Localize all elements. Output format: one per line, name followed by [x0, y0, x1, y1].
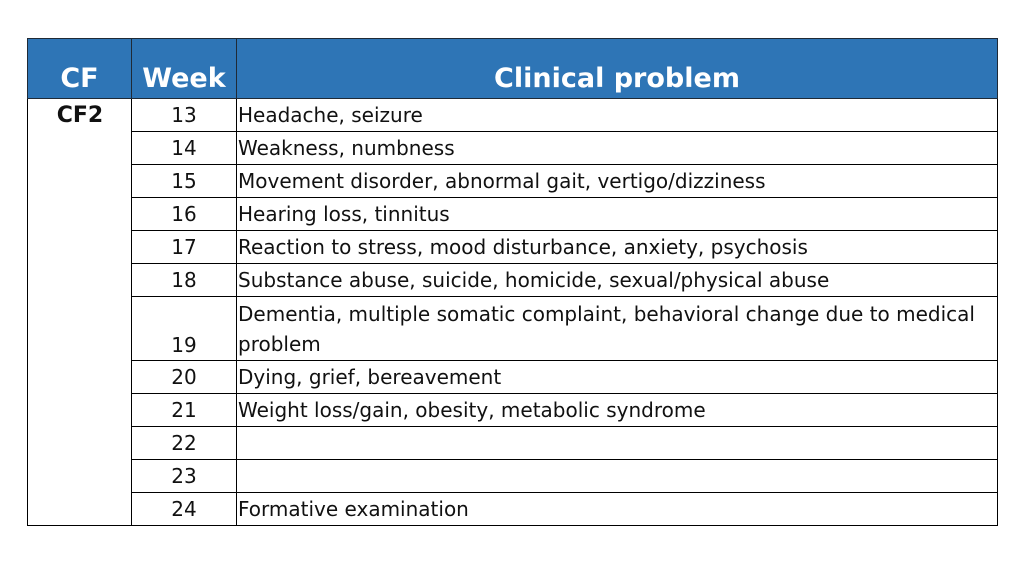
week-cell: 22 [132, 427, 237, 460]
week-cell: 23 [132, 460, 237, 493]
problem-cell: Reaction to stress, mood disturbance, anxiety, psychosis [237, 231, 998, 264]
problem-cell: Substance abuse, suicide, homicide, sexual/physical abuse [237, 264, 998, 297]
header-week: Week [132, 39, 237, 99]
problem-cell: Weight loss/gain, obesity, metabolic syndrome [237, 394, 998, 427]
table-row [28, 297, 998, 361]
week-cell: 18 [132, 264, 237, 297]
table-row [28, 99, 998, 132]
table-row [28, 198, 998, 231]
table-row [28, 231, 998, 264]
header-clinical-problem: Clinical problem [237, 39, 998, 99]
problem-cell: Headache, seizure [237, 99, 998, 132]
problem-cell [237, 427, 998, 460]
week-cell: 16 [132, 198, 237, 231]
table-row [28, 361, 998, 394]
week-cell: 20 [132, 361, 237, 394]
table-row [28, 264, 998, 297]
week-cell: 15 [132, 165, 237, 198]
problem-cell: Weakness, numbness [237, 132, 998, 165]
problem-cell: Dying, grief, bereavement [237, 361, 998, 394]
week-cell: 21 [132, 394, 237, 427]
problem-cell: Movement disorder, abnormal gait, vertigo/dizziness [237, 165, 998, 198]
problem-cell: Formative examination [237, 493, 998, 526]
week-cell: 19 [132, 297, 237, 361]
problem-cell [237, 460, 998, 493]
table-row [28, 493, 998, 526]
week-cell: 13 [132, 99, 237, 132]
week-cell: 14 [132, 132, 237, 165]
clinical-problem-table [27, 38, 998, 526]
table-row [28, 460, 998, 493]
week-cell: 17 [132, 231, 237, 264]
problem-cell: Dementia, multiple somatic complaint, behavioral change due to medical problem [237, 297, 998, 361]
problem-cell: Hearing loss, tinnitus [237, 198, 998, 231]
table-row [28, 394, 998, 427]
header-cf: CF [28, 39, 132, 99]
schedule-table-container [27, 38, 997, 526]
cf-value-cell: CF2 [28, 99, 132, 526]
week-cell: 24 [132, 493, 237, 526]
table-header-row [28, 39, 998, 99]
table-row [28, 165, 998, 198]
table-row [28, 427, 998, 460]
table-row [28, 132, 998, 165]
